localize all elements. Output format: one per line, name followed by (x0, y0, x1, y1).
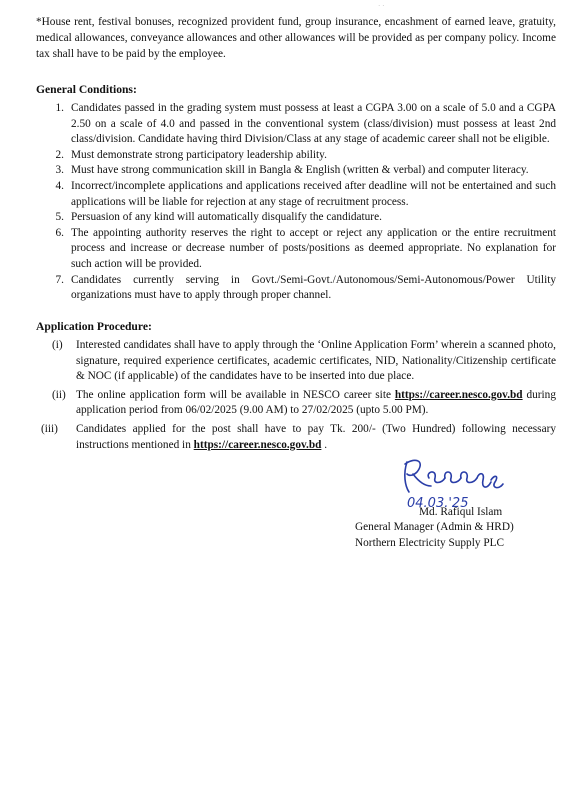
condition-number: 1. (55, 102, 64, 114)
condition-item (36, 226, 556, 273)
condition-text: Incorrect/incomplete applications and applications received after deadline will not be entertained and such applications will be liable for rejection at any stage of recruitment process. (71, 179, 556, 208)
condition-text: Candidates currently serving in Govt./Semi-Govt./Autonomous/Semi-Autonomous/Power Utility organizations must have to apply through proper channel. (71, 273, 556, 302)
procedure-item (36, 388, 556, 419)
scan-artifact: · · (378, 2, 385, 10)
condition-item (36, 273, 556, 304)
condition-text: Persuasion of any kind will automatically disqualify the candidature. (71, 211, 382, 224)
condition-item (36, 210, 556, 226)
procedure-number: (i) (52, 339, 63, 351)
procedure-item (36, 422, 556, 453)
procedure-text-part: The online application form will be available in NESCO career site (76, 388, 395, 401)
procedure-number: (iii) (41, 422, 58, 435)
condition-item (36, 148, 556, 164)
condition-text: Must demonstrate strong participatory leadership ability. (71, 148, 327, 161)
application-procedure-list (36, 338, 556, 453)
condition-item (36, 101, 556, 148)
handwritten-signature (395, 452, 515, 510)
application-procedure-heading: Application Procedure: (36, 320, 152, 333)
condition-item (36, 179, 556, 210)
procedure-text (76, 422, 556, 453)
signatory-organization: Northern Electricity Supply PLC (355, 536, 505, 549)
procedure-number: (ii) (52, 388, 66, 401)
condition-number: 2. (55, 148, 64, 161)
condition-text: Candidates passed in the grading system must possess at least a CGPA 3.00 on a scale of 5.0 and a CGPA 2.50 on a scale of 4.0 and passed in the conventional system (class/division) must possess at least 2nd class/division. Candidate having third Division/Class at any stage of academic career shall not be eligible. (71, 102, 556, 146)
procedure-text-part: during application period from 06/02/2025 (9.00 AM) to 27/02/2025 (upto 5.00 PM). (76, 388, 556, 417)
career-site-link[interactable]: https://career.nesco.gov.bd (193, 438, 322, 451)
procedure-text-part: . (321, 438, 328, 451)
condition-number: 6. (55, 226, 64, 239)
signatory-title: General Manager (Admin & HRD) (355, 521, 514, 533)
general-conditions-list (36, 101, 556, 304)
signatory-block (355, 520, 514, 551)
condition-text: Must have strong communication skill in Bangla & English (written & verbal) and computer literacy. (71, 164, 529, 177)
condition-number: 3. (55, 164, 64, 177)
general-conditions-heading: General Conditions: (36, 83, 137, 96)
condition-number: 4. (55, 179, 64, 192)
procedure-text (76, 388, 556, 419)
condition-text: The appointing authority reserves the right to accept or reject any application or the entire recruitment process and increase or decrease number of posts/positions as deemed appropriate. No explanation for such action will be provided. (71, 226, 556, 270)
procedure-text-part: Candidates applied for the post shall have to pay Tk. 200/- (Two Hundred) following necessary instructions mentioned in (76, 422, 556, 451)
condition-item (36, 163, 556, 179)
condition-number: 5. (55, 211, 64, 224)
signature-date: 04.03.'25 (407, 496, 469, 510)
condition-number: 7. (55, 273, 64, 286)
allowances-note: *House rent, festival bonuses, recognized provident fund, group insurance, encashment of earned leave, gratuity, medical allowances, conveyance allowances and other allowances will be provided as per company policy. Income tax shall have to be paid by the employee. (36, 16, 556, 61)
career-site-link[interactable]: https://career.nesco.gov.bd (394, 388, 523, 401)
signatory-name: Md. Rafiqul Islam (419, 506, 503, 518)
procedure-item (36, 338, 556, 385)
procedure-text: Interested candidates shall have to apply through the ‘Online Application Form’ wherein a scanned photo, signature, required experience certificates, academic certificates, NID, Nationality/Citizenship certificate & NOC (if applicable) of the candidates have to be inserted into due place. (76, 339, 556, 383)
